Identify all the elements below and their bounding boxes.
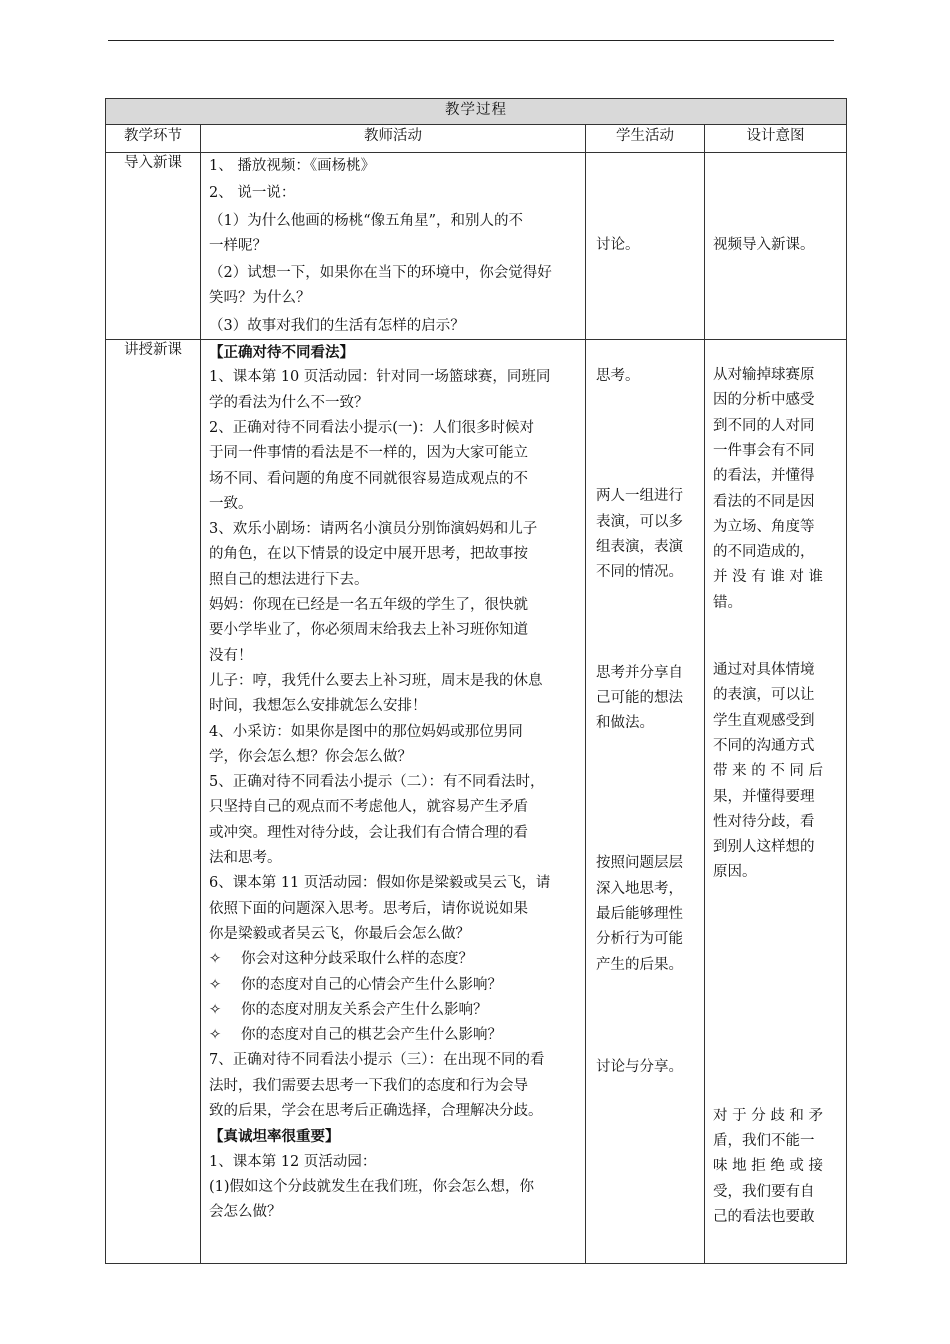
text-line: 对 于 分 歧 和 矛 <box>713 1107 824 1124</box>
student-activity-cell <box>586 153 705 340</box>
text-line: 性对待分歧，看 <box>713 813 815 830</box>
text-line: 和做法。 <box>596 715 654 732</box>
text-line: 通过对具体情境 <box>713 662 815 679</box>
text-line: 错。 <box>713 594 742 611</box>
text-line: 5、正确对待不同看法小提示（二）：有不同看法时， <box>209 774 545 791</box>
header-rule <box>108 40 834 41</box>
section-heading: 【真诚坦率很重要】 <box>209 1128 340 1146</box>
text-line: 致的后果，学会在思考后正确选择，合理解决分歧。 <box>209 1102 543 1119</box>
table-header-row <box>106 125 847 153</box>
text-line: 一致。 <box>209 495 253 512</box>
text-line: 己可能的想法 <box>596 689 683 706</box>
text-line: 1、课本第 12 页活动园： <box>209 1153 377 1170</box>
text-line: 3、欢乐小剧场：请两名小演员分别饰演妈妈和儿子 <box>209 521 538 538</box>
text-line: 学，你会怎么想？你会怎么做？ <box>209 748 412 765</box>
text-line: 你是梁毅或者吴云飞，你最后会怎么做？ <box>209 925 470 942</box>
stage-cell: 导入新课 <box>106 153 201 340</box>
text-line: 并 没 有 谁 对 谁 <box>713 569 824 586</box>
header-design-intent: 设计意图 <box>705 125 847 153</box>
header-student-activity: 学生活动 <box>586 125 705 153</box>
text-line: 照自己的想法进行下去。 <box>209 571 369 588</box>
text-line: 的不同造成的， <box>713 544 815 561</box>
text-line: 要小学毕业了，你必须周末给我去上补习班你知道 <box>209 622 528 639</box>
text-line: 果，并懂得要理 <box>713 788 815 805</box>
teacher-activity-cell <box>201 340 586 1264</box>
text-line: 的表演，可以让 <box>713 687 815 704</box>
text-line: 只坚持自己的观点而不考虑他人，就容易产生矛盾 <box>209 799 528 816</box>
text-line: 2、 说一说： <box>209 185 296 202</box>
text-line: 盾，我们不能一 <box>713 1133 815 1150</box>
text-line: 1、 播放视频：《画杨桃》 <box>209 158 376 174</box>
question-text: 你的态度对自己的棋艺会产生什么影响？ <box>241 1027 502 1044</box>
text-line: 因的分析中感受 <box>713 392 815 409</box>
text-line: 6、课本第 11 页活动园：假如你是梁毅或吴云飞，请 <box>209 875 551 892</box>
text-line: 一样呢？ <box>209 237 267 254</box>
text-line: 场不同、看问题的角度不同就很容易造成观点的不 <box>209 470 528 487</box>
design-intent-cell <box>705 153 847 340</box>
text-line: 思考并分享自 <box>596 664 683 681</box>
text-line: 到别人这样想的 <box>713 839 815 856</box>
text-line: 从对输掉球赛原 <box>713 367 815 384</box>
text-line: 原因。 <box>713 864 757 881</box>
text-line: 表演，可以多 <box>596 513 683 530</box>
diamond-bullet-icon: ✧ <box>209 1001 222 1018</box>
text-line: 妈妈：你现在已经是一名五年级的学生了，很快就 <box>209 597 528 614</box>
table-row <box>106 153 847 340</box>
table-title-row <box>106 99 847 125</box>
text-line: 产生的后果。 <box>596 956 683 973</box>
text-line: 两人一组进行 <box>596 488 683 505</box>
question-item <box>209 998 578 1023</box>
text-line: 一件事会有不同 <box>713 442 815 459</box>
question-text: 你会对这种分歧采取什么样的态度？ <box>241 951 473 968</box>
text-line: 受，我们要有自 <box>713 1183 815 1200</box>
text-line: 不同的情况。 <box>596 564 683 581</box>
text-line: 法和思考。 <box>209 850 282 867</box>
question-text: 你的态度对朋友关系会产生什么影响？ <box>241 1001 488 1018</box>
text-line: 看法的不同是因 <box>713 493 815 510</box>
teaching-process-table <box>105 98 847 1264</box>
text-line: 味 地 拒 绝 或 接 <box>713 1158 824 1175</box>
design-intent-cell <box>705 340 847 1264</box>
text-line: （2）试想一下，如果你在当下的环境中，你会觉得好 <box>209 265 552 282</box>
text-line: 组表演，表演 <box>596 538 683 555</box>
text-line: 7、正确对待不同看法小提示（三）：在出现不同的看 <box>209 1052 545 1069</box>
text-line: 带 来 的 不 同 后 <box>713 763 824 780</box>
text-line: 最后能够理性 <box>596 906 683 923</box>
diamond-bullet-icon: ✧ <box>209 976 222 993</box>
text-line: 按照问题层层 <box>596 855 683 872</box>
text-line: 思考。 <box>596 368 640 385</box>
text-line: 依照下面的问题深入思考。思考后，请你说说如果 <box>209 900 528 917</box>
text-line: 时间，我想怎么安排就怎么安排！ <box>209 698 427 715</box>
text-line: 视频导入新课。 <box>713 237 815 253</box>
header-stage: 教学环节 <box>106 125 201 153</box>
text-line: 会怎么做？ <box>209 1204 282 1221</box>
text-line: 学生直观感受到 <box>713 712 815 729</box>
text-line: (1)假如这个分歧就发生在我们班，你会怎么想，你 <box>209 1178 535 1195</box>
text-line: 4、小采访：如果你是图中的那位妈妈或那位男同 <box>209 723 523 740</box>
text-line: 为立场、角度等 <box>713 518 815 535</box>
text-line: （3）故事对我们的生活有怎样的启示？ <box>209 317 465 334</box>
text-line: 笑吗？为什么？ <box>209 290 311 307</box>
text-line: 讨论与分享。 <box>596 1058 683 1075</box>
text-line: 于同一件事情的看法是不一样的，因为大家可能立 <box>209 445 528 462</box>
teacher-activity-cell <box>201 153 586 340</box>
text-line: 或冲突。理性对待分歧，会让我们有合情合理的看 <box>209 824 528 841</box>
text-line: 讨论。 <box>596 237 640 253</box>
diamond-bullet-icon: ✧ <box>209 1027 222 1044</box>
text-line: 分析行为可能 <box>596 931 683 948</box>
table-title: 教学过程 <box>106 99 847 125</box>
text-line: 到不同的人对同 <box>713 417 815 434</box>
question-item <box>209 1023 578 1048</box>
text-line: 学的看法为什么不一致？ <box>209 394 369 411</box>
text-line: 不同的沟通方式 <box>713 737 815 754</box>
text-line: 儿子：哼，我凭什么要去上补习班，周末是我的休息 <box>209 672 543 689</box>
header-teacher-activity: 教师活动 <box>201 125 586 153</box>
text-line: 法时，我们需要去思考一下我们的态度和行为会导 <box>209 1077 528 1094</box>
section-heading: 【正确对待不同看法】 <box>209 344 354 362</box>
text-line: 没有！ <box>209 647 253 664</box>
text-line: 2、正确对待不同看法小提示(一)：人们很多时候对 <box>209 419 535 436</box>
text-line: 深入地思考， <box>596 880 683 897</box>
text-line: 1、课本第 10 页活动园：针对同一场篮球赛，同班同 <box>209 369 551 386</box>
table-row <box>106 340 847 1264</box>
text-line: 的看法，并懂得 <box>713 468 815 485</box>
student-activity-cell <box>586 340 705 1264</box>
question-text: 你的态度对自己的心情会产生什么影响？ <box>241 976 502 993</box>
text-line: （1）为什么他画的杨桃“像五角星”，和别人的不 <box>209 212 524 229</box>
stage-cell: 讲授新课 <box>106 340 201 1264</box>
text-line: 的角色，在以下情景的设定中展开思考，把故事按 <box>209 546 528 563</box>
question-item <box>209 973 578 998</box>
diamond-bullet-icon: ✧ <box>209 951 222 968</box>
text-line: 己的看法也要敢 <box>713 1208 815 1225</box>
question-item <box>209 947 578 972</box>
